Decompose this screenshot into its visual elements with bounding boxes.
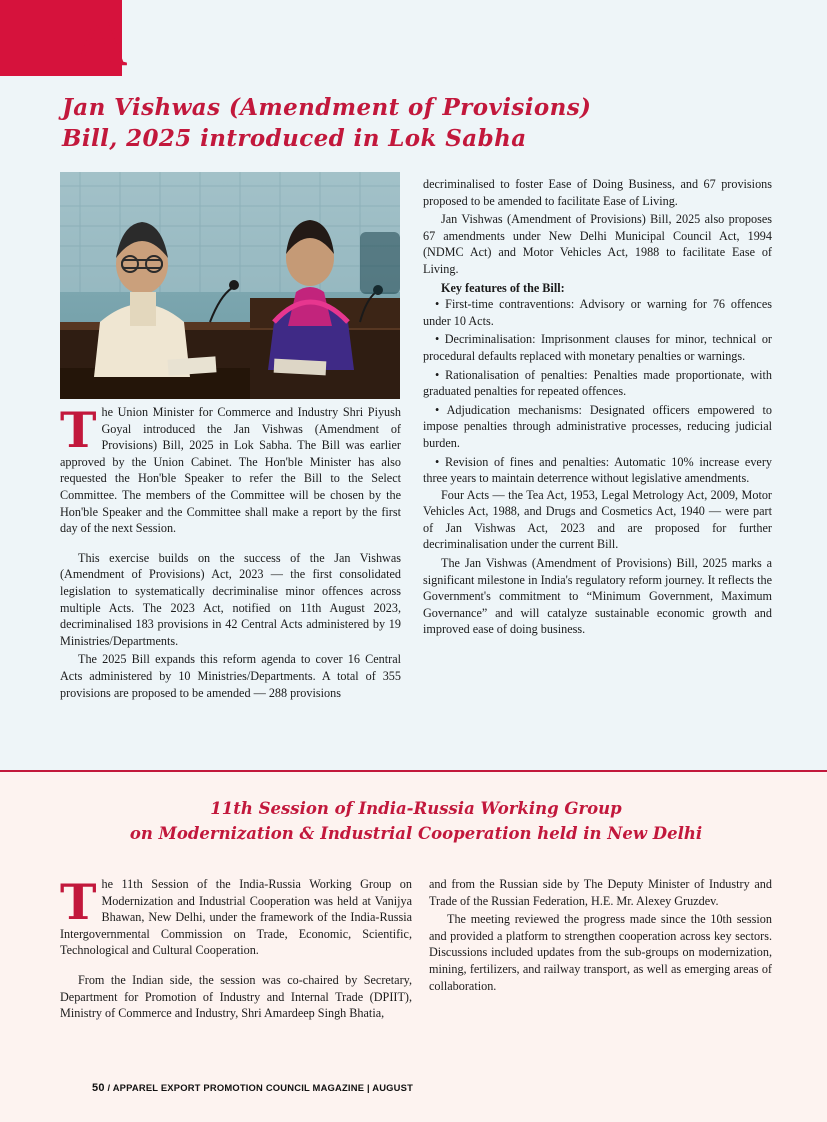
article1-paragraph: The 2025 Bill expands this reform agenda to cover 16 Central Acts administered by 10 Ministries/Departments. A total of 355 provisions are proposed to be amended — 288 provisions bbox=[60, 652, 401, 700]
key-feature-item: • Adjudication mechanisms: Designated officers empowered to impose penalties through administrative processes, reducing judicial burden. bbox=[423, 402, 772, 450]
article1-paragraph: decriminalised to foster Ease of Doing Business, and 67 provisions proposed to be amended to facilitate Ease of Living. bbox=[423, 177, 772, 208]
key-feature-item: • Revision of fines and penalties: Automatic 10% increase every three years to maintain deterrence without legislative amendments. bbox=[423, 454, 772, 486]
lok-sabha-photo-illustration bbox=[60, 172, 400, 399]
article2-title-line2: on Modernization & Industrial Cooperation held in New Delhi bbox=[129, 824, 703, 843]
section-divider bbox=[0, 770, 827, 772]
page-number: 50 bbox=[92, 1082, 105, 1094]
key-features-heading: Key features of the Bill: bbox=[441, 280, 565, 295]
article1-paragraph: Jan Vishwas (Amendment of Provisions) Bill, 2025 also proposes 67 amendments under New Delhi Municipal Council Act, 1994 (NDMC Act) and Motor Vehicles Act, 1988 to facilitate Ease of Living. bbox=[423, 212, 772, 276]
article1-left-column bbox=[60, 401, 401, 701]
article1-paragraph: The Jan Vishwas (Amendment of Provisions) Bill, 2025 marks a significant milestone in India's regulatory reform journey. It reflects the Government's commitment to “Minimum Government, Maximum Governance” and will catalyze sustainable economic growth and improved ease of doing business. bbox=[423, 556, 772, 637]
article1-title bbox=[62, 92, 772, 154]
drop-cap: T bbox=[60, 873, 97, 931]
article2-paragraph: The meeting reviewed the progress made since the 10th session and provided a platform to strengthen cooperation across key sectors. Discussions included updates from the sub-groups on modernization, mining, fertilizers, and railway transport, as well as emerging areas of collaboration. bbox=[429, 912, 772, 993]
article2-title-line1: 11th Session of India-Russia Working Group bbox=[210, 799, 622, 818]
article1-paragraph: This exercise builds on the success of the Jan Vishwas (Amendment of Provisions) Act, 2023 — the first consolidated legislation to systematically decriminalise minor offences across multiple Acts. The 2023 Act, notified on 11th August 2023, decriminalised 183 provisions in 42 Central Acts administered by 19 Ministries/Departments. bbox=[60, 550, 401, 648]
key-feature-item: • Rationalisation of penalties: Penalties made proportionate, with graduated penalties for repeated offences. bbox=[423, 367, 772, 399]
article1-paragraph: Four Acts — the Tea Act, 1953, Legal Metrology Act, 2009, Motor Vehicles Act, 1988, and Drugs and Cosmetics Act, 1940 — were part of Jan Vishwas Act, 2023 and are proposed for further decriminalisation under the current Bill. bbox=[423, 487, 772, 552]
article1-photo bbox=[60, 172, 400, 399]
article1-title-line2: Bill, 2025 introduced in Lok Sabha bbox=[62, 125, 527, 152]
article2-paragraph: and from the Russian side by The Deputy Minister of Industry and Trade of the Russian Federation, H.E. Mr. Alexey Gruzdev. bbox=[429, 877, 772, 908]
article2-title bbox=[60, 796, 772, 846]
key-features-list bbox=[423, 296, 772, 487]
article2-paragraph: From the Indian side, the session was co-chaired by Secretary, Department for Promotion of Industry and Internal Trade (DPIIT), Ministry of Commerce and Industry, Shri Amardeep Singh Bhatia, bbox=[60, 972, 412, 1021]
article2-paragraph-text: he 11th Session of the India-Russia Working Group on Modernization and Industrial Cooperation was held at Vanijya Bhawan, New Delhi, under the framework of the India-Russia Intergovernmental Commission on Trade, Economic, Scientific, Technological and Cultural Cooperation. bbox=[60, 877, 412, 958]
article1-right-column bbox=[423, 176, 772, 638]
footer-text: / APPAREL EXPORT PROMOTION COUNCIL MAGAZINE | AUGUST bbox=[107, 1082, 414, 1093]
drop-cap: T bbox=[60, 401, 97, 459]
key-feature-item: • Decriminalisation: Imprisonment clauses for minor, technical or procedural defaults replaced with monetary penalties or warnings. bbox=[423, 332, 772, 363]
article1-paragraph bbox=[60, 401, 401, 537]
article2-left-column bbox=[60, 873, 412, 1022]
article2-right-column bbox=[429, 876, 772, 994]
article1-title-line1: Jan Vishwas (Amendment of Provisions) bbox=[62, 94, 592, 121]
article1-paragraph-text: he Union Minister for Commerce and Industry Shri Piyush Goyal introduced the Jan Vishwas (Amendment of Provisions) Bill, 2025 in Lok Sabha. The Bill was earlier approved by the Union Cabinet. The Hon'ble Minister has also requested the Hon'ble Speaker to refer the Bill to the Select Committee. The members of the Committee will be chosen by the Hon'ble Speaker and the Committee shall make a report by the first day of the next Session. bbox=[60, 405, 401, 536]
key-feature-item: • First-time contraventions: Advisory or warning for 76 offences under 10 Acts. bbox=[423, 297, 772, 328]
brand-letter-a: A bbox=[74, 0, 126, 82]
article2-paragraph bbox=[60, 873, 412, 959]
page-footer bbox=[92, 1082, 413, 1094]
